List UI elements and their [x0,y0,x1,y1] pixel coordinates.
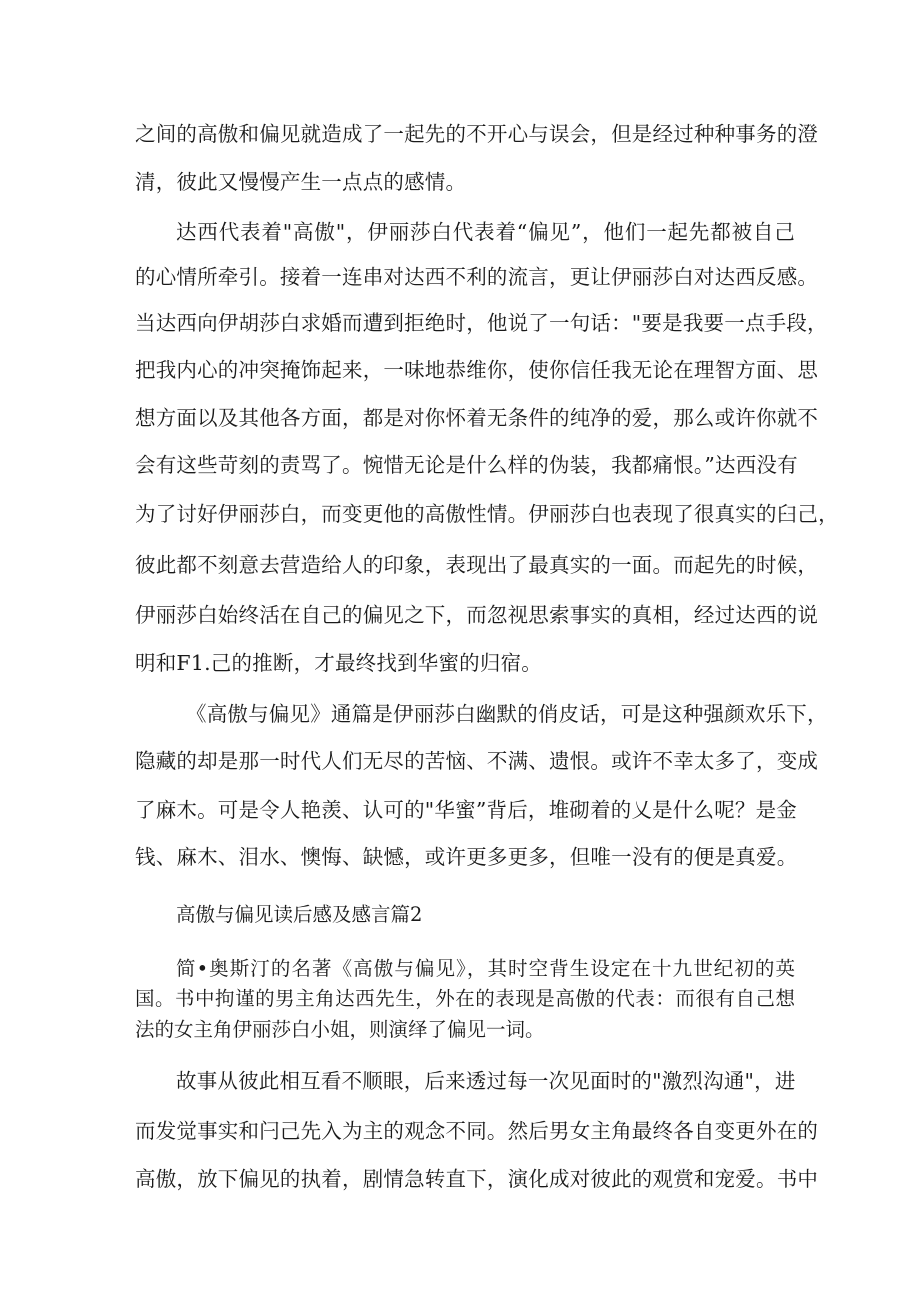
paragraph-line: 把我内心的冲突掩饰起来，一味地恭维你，使你信任我无论在理智方面、思 [135,358,819,382]
paragraph-line: 当达西向伊胡莎白求婚而遭到拒绝时，他说了一句话："要是我要一点手段， [135,311,828,335]
paragraph-line: 国。书中拘谨的男主角达西先生，外在的表现是高傲的代表：而很有自己想 [135,987,795,1010]
paragraph-line: 彼此都不刻意去营造给人的印象，表现出了最真实的一面。而起先的时候， [135,553,819,577]
paragraph-line: 高傲，放下偏见的执着，剧情急转直下，演化成对彼此的观赏和宠爱。书中 [135,1167,819,1191]
paragraph-line: 会有这些苛刻的责骂了。惋惜无论是什么样的伪装，我都痛恨。”达西没有 [135,453,798,477]
paragraph-line: 法的女主角伊丽莎白小姐，则演绎了偏见一词。 [135,1018,545,1041]
paragraph-line: 想方面以及其他各方面，都是对你怀着无条件的纯净的爱，那么或许你就不 [135,406,819,430]
paragraph-line: 故事从彼此相互看不顺眼，后来透过每一次见面时的"激烈沟通"，进 [176,1069,796,1093]
paragraph-line: 《高傲与偏见》通篇是伊丽莎白幽默的俏皮话，可是这种强颜欢乐下， [186,702,828,726]
paragraph-line: 钱、麻木、泪水、懊悔、缺憾，或许更多更多，但唯一没有的便是真爱。 [135,845,798,869]
paragraph-line: 简•奥斯汀的名著《高傲与偏见》，其时空背生设定在十九世纪初的英 [176,957,795,980]
paragraph-line: 了麻木。可是令人艳羡、认可的"华蜜”背后，堆砌着的乂是什么呢？是金 [135,798,798,822]
paragraph-line: 清，彼此又慢慢产生一点点的感情。 [135,170,467,194]
section-heading: 高傲与偏见读后感及感言篇2 [176,903,423,926]
paragraph-line: 为了讨好伊丽莎白，而变更他的高傲性情。伊丽莎白也表现了很真实的臼己， [135,502,839,526]
paragraph-line: 明和F1.己的推断，才最终找到华蜜的归宿。 [135,651,542,675]
paragraph-line: 伊丽莎白始终活在自己的偏见之下，而忽视思索事实的真相，经过达西的说 [135,603,819,627]
paragraph-line: 隐藏的却是那一时代人们无尽的苦恼、不满、遗恨。或许不幸太多了，变成 [135,749,819,773]
paragraph-line: 之间的高傲和偏见就造成了一起先的不开心与误会，但是经过种种事务的澄 [135,122,819,146]
paragraph-line: 而发觉事实和闩己先入为主的观念不同。然后男女主角最终各自变更外在的 [135,1119,819,1143]
paragraph-line: 达西代表着"高傲"，伊丽莎白代表着“偏见”，他们一起先都被自己 [176,220,795,244]
paragraph-line: 的心情所牵引。接着一连串对达西不利的流言，更让伊丽莎白对达西反感。 [135,265,819,289]
